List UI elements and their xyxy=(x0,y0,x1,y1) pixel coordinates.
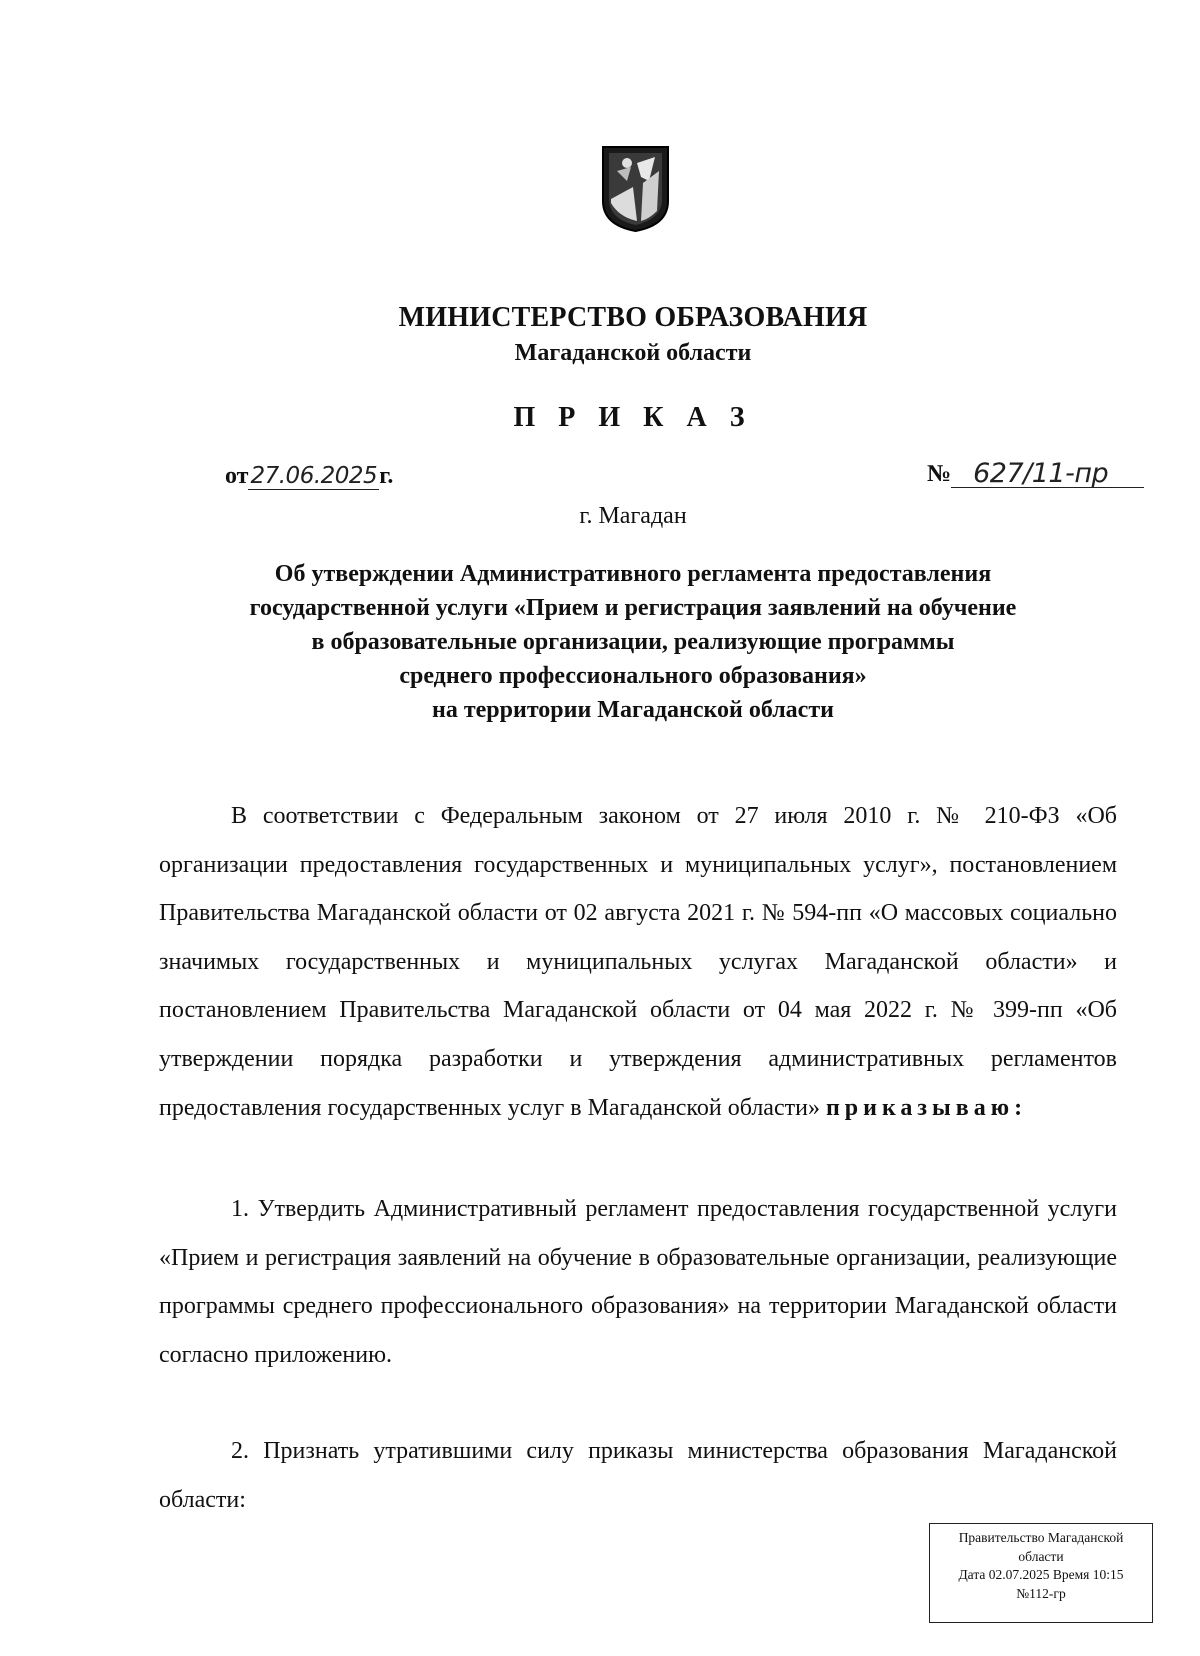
handwritten-number: 627/11-пр xyxy=(951,461,1144,488)
title-line: государственной услуги «Прием и регистрация заявлений на обучение xyxy=(249,595,1017,621)
document-type: П Р И К А З xyxy=(513,402,753,433)
stamp-line: Правительство Магаданской xyxy=(958,1530,1124,1545)
document-title xyxy=(0,557,1200,727)
item-1-paragraph: 1. Утвердить Административный регламент предоставления государственной услуги «Прием и регистрация заявлений на обучение в образовательные организации, реализующие программы среднего профессионального образования» на территории Магаданской области согласно приложению. xyxy=(159,1196,1117,1368)
title-line: Об утверждении Административного регламента предоставления xyxy=(274,561,992,587)
number-label: № xyxy=(927,461,952,487)
title-line: среднего профессионального образования» xyxy=(399,663,867,689)
date-prefix: от xyxy=(225,463,249,489)
stamp-line: №112-гр xyxy=(1016,1585,1066,1601)
title-line: в образовательные организации, реализующие программы xyxy=(311,629,955,655)
stamp-line: области xyxy=(1018,1548,1064,1564)
command-word: приказываю: xyxy=(825,1094,1028,1121)
ministry-name: МИНИСТЕРСТВО ОБРАЗОВАНИЯ xyxy=(398,302,868,333)
preamble-paragraph xyxy=(159,792,1117,1132)
region-name: Магаданской области xyxy=(514,340,752,366)
order-number xyxy=(927,458,1144,489)
city: г. Магадан xyxy=(579,503,687,529)
title-line: на территории Магаданской области xyxy=(432,697,834,723)
preamble-text: В соответствии с Федеральным законом от 27 июля 2010 г. № 210-ФЗ «Об организации предоставления государственных и муниципальных услуг», постановлением Правительства Магаданской области от 02 августа 2021 г. № 594-пп «О массовых социально значимых государственных и муниципальных услугах Магаданской области» и постановлением Правительства Магаданской области от 04 мая 2022 г. № 399-пп «Об утверждении порядка разработки и утверждения административных регламентов предоставления государственных услуг в Магаданской области» xyxy=(159,803,1117,1121)
order-date xyxy=(225,463,393,490)
item-2-paragraph: 2. Признать утратившими силу приказы министерства образования Магаданской области: xyxy=(159,1438,1117,1513)
coat-of-arms-icon xyxy=(597,141,674,233)
registration-stamp xyxy=(929,1523,1153,1623)
stamp-line: Дата 02.07.2025 Время 10:15 xyxy=(958,1567,1124,1582)
handwritten-date: 27.06.2025 xyxy=(250,463,378,489)
date-suffix: г. xyxy=(379,463,394,489)
